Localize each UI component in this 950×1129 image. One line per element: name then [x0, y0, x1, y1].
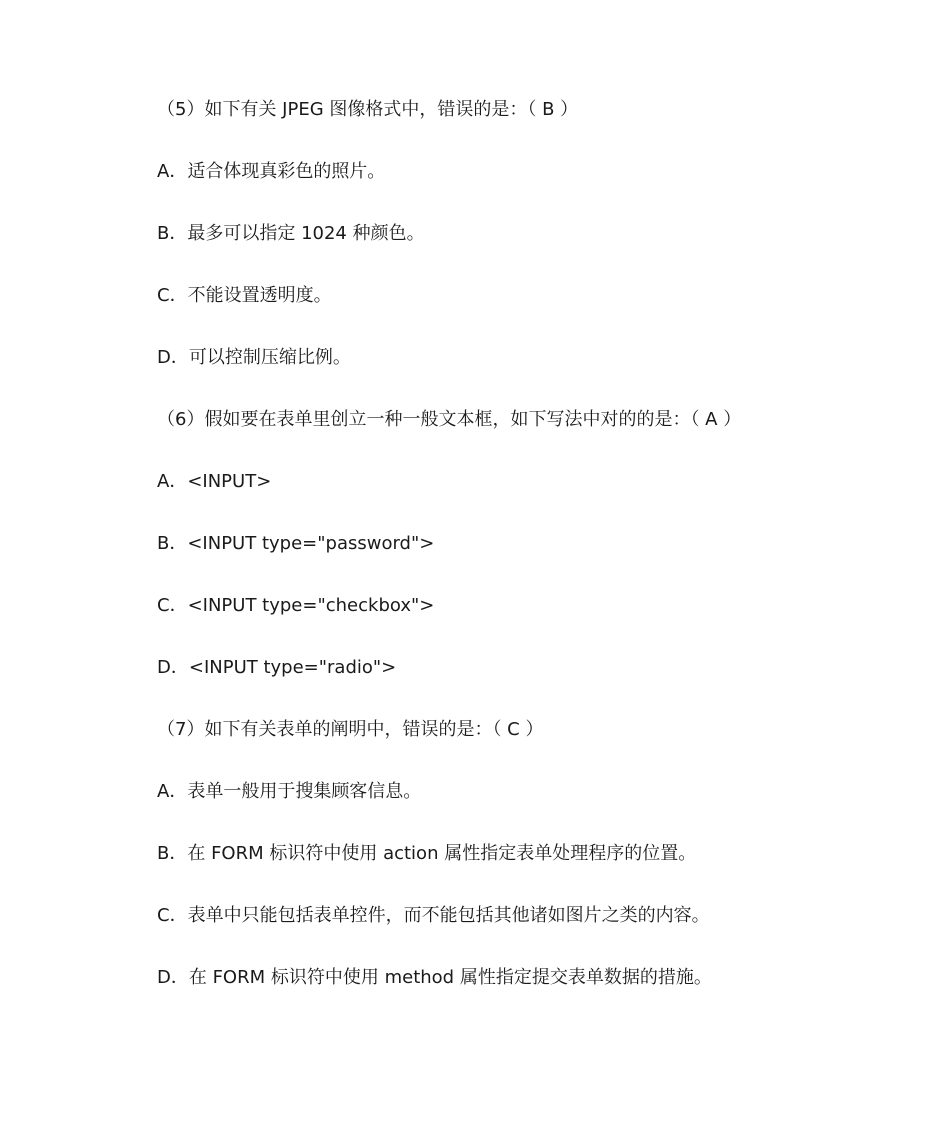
question-7-option-d: D．在 FORM 标识符中使用 method 属性指定提交表单数据的措施。 [157, 967, 712, 988]
question-6-stem: （6）假如要在表单里创立一种一般文本框，如下写法中对的的是：（ A ） [157, 409, 742, 430]
question-7-stem: （7）如下有关表单的阐明中，错误的是：（ C ） [157, 719, 544, 740]
question-7-option-b: B．在 FORM 标识符中使用 action 属性指定表单处理程序的位置。 [157, 843, 697, 864]
question-7-option-a: A．表单一般用于搜集顾客信息。 [157, 781, 422, 802]
question-6-option-c: C．<INPUT type="checkbox"> [157, 595, 435, 616]
question-5-option-d: D．可以控制压缩比例。 [157, 347, 351, 368]
question-6-option-d: D．<INPUT type="radio"> [157, 657, 397, 678]
question-6-option-a: A．<INPUT> [157, 471, 272, 492]
question-6-option-b: B．<INPUT type="password"> [157, 533, 435, 554]
question-5-option-a: A．适合体现真彩色的照片。 [157, 161, 386, 182]
question-7-option-c: C．表单中只能包括表单控件，而不能包括其他诸如图片之类的内容。 [157, 905, 710, 926]
question-5-stem: （5）如下有关 JPEG 图像格式中，错误的是：（ B ） [157, 99, 579, 120]
question-5-option-b: B．最多可以指定 1024 种颜色。 [157, 223, 425, 244]
question-5-option-c: C．不能设置透明度。 [157, 285, 332, 306]
